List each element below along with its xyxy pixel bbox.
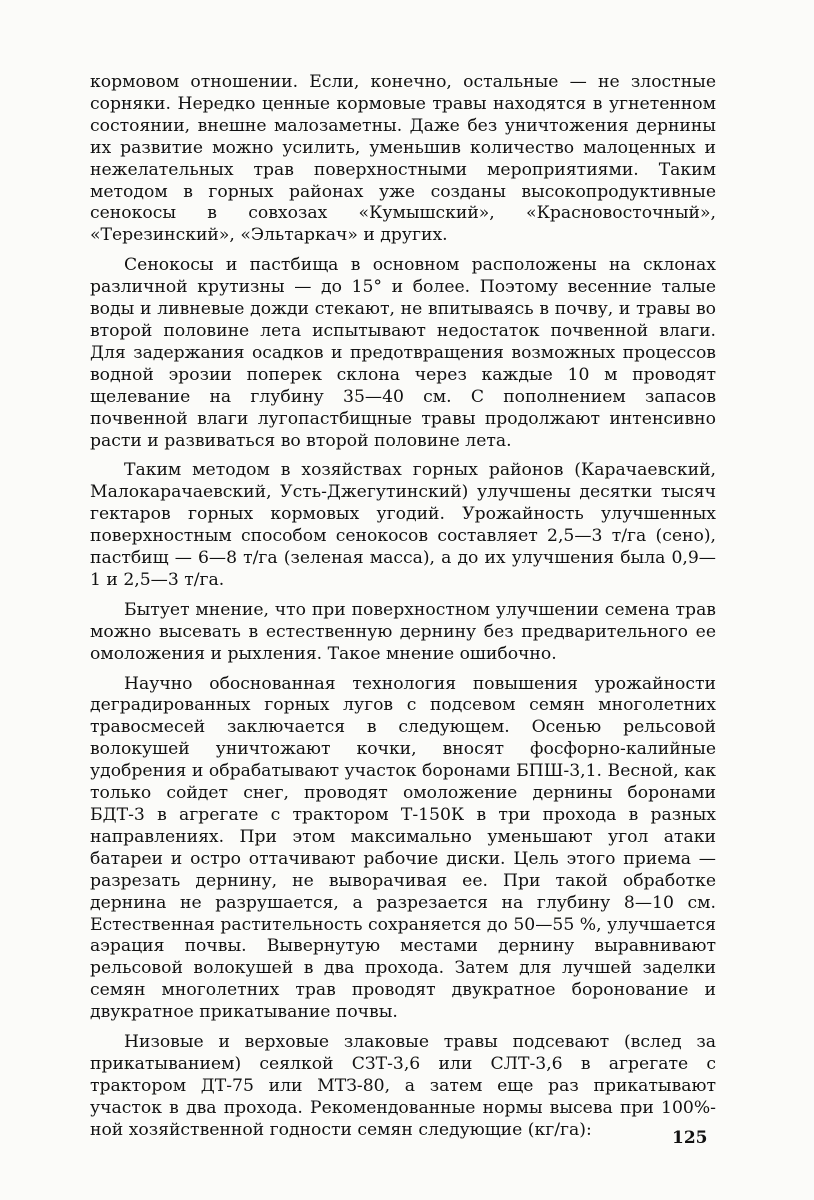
paragraph-4: Бытует мнение, что при поверхностном улучшении семена трав можно высевать в естественную дернину без предварительного ее омоложения и рыхления. Такое мнение ошибочно.: [90, 599, 716, 664]
page-number: 125: [672, 1128, 708, 1148]
paragraph-1: кормовом отношении. Если, конечно, остальные — не злостные сорняки. Нередко ценные кормовые травы находятся в угнетенном состоянии, внешне малозаметны. Даже без уничтожения дернины их развитие можно усилить, уменьшив количество малоценных и нежелательных трав поверхностными мероприятиями. Таким методом в горных районах уже созданы высокопродуктивные сенокосы в совхозах «Кумышский», «Красновосточный», «Терезинский», «Эльтаркач» и других.: [90, 72, 716, 246]
paragraph-2: Сенокосы и пастбища в основном расположены на склонах различной крутизны — до 15° и более. Поэтому весенние талые воды и ливневые дожди стекают, не впитываясь в почву, и травы во второй половине лета испытывают недостаток почвенной влаги. Для задержания осадков и предотвращения возможных процессов водной эрозии поперек склона через каждые 10 м проводят щелевание на глубину 35—40 см. С пополнением запасов почвенной влаги лугопастбищные травы продолжают интенсивно расти и развиваться во второй половине лета.: [90, 255, 716, 451]
paragraph-6: Низовые и верховые злаковые травы подсевают (вслед за прикатыванием) сеялкой СЗТ-3,6 или СЛТ-3,6 в агрегате с трактором ДТ-75 или МТЗ-80, а затем еще раз прикатывают участок в два прохода. Рекомендованные нормы высева при 100%-ной хозяйственной годности семян следующие (кг/га):: [90, 1032, 716, 1140]
paragraph-5: Научно обоснованная технология повышения урожайности деградированных горных лугов с подсевом семян многолетних травосмесей заключается в следующем. Осенью рельсовой волокушей уничтожают кочки, вносят фосфорно-калийные удобрения и обрабатывают участок боронами БПШ-3,1. Весной, как только сойдет снег, проводят омоложение дернины боронами БДТ-3 в агрегате с трактором Т-150К в три прохода в разных направлениях. При этом максимально уменьшают угол атаки батареи и остро оттачивают рабочие диски. Цель этого приема — разрезать дернину, не выворачивая ее. При такой обработке дернина не разрушается, а разрезается на глубину 8—10 см. Естественная растительность сохраняется до 50—55 %, улучшается аэрация почвы. Вывернутую местами дернину выравнивают рельсовой волокушей в два прохода. Затем для лучшей заделки семян многолетних трав проводят двукратное боронование и двукратное прикатывание почвы.: [90, 673, 716, 1023]
paragraph-3: Таким методом в хозяйствах горных районов (Карачаевский, Малокарачаевский, Усть-Джегутинский) улучшены десятки тысяч гектаров горных кормовых угодий. Урожайность улучшенных поверхностным способом сенокосов составляет 2,5—3 т/га (сено), пастбищ — 6—8 т/га (зеленая масса), а до их улучшения была 0,9—1 и 2,5—3 т/га.: [90, 460, 716, 590]
body-text: [90, 72, 716, 1150]
